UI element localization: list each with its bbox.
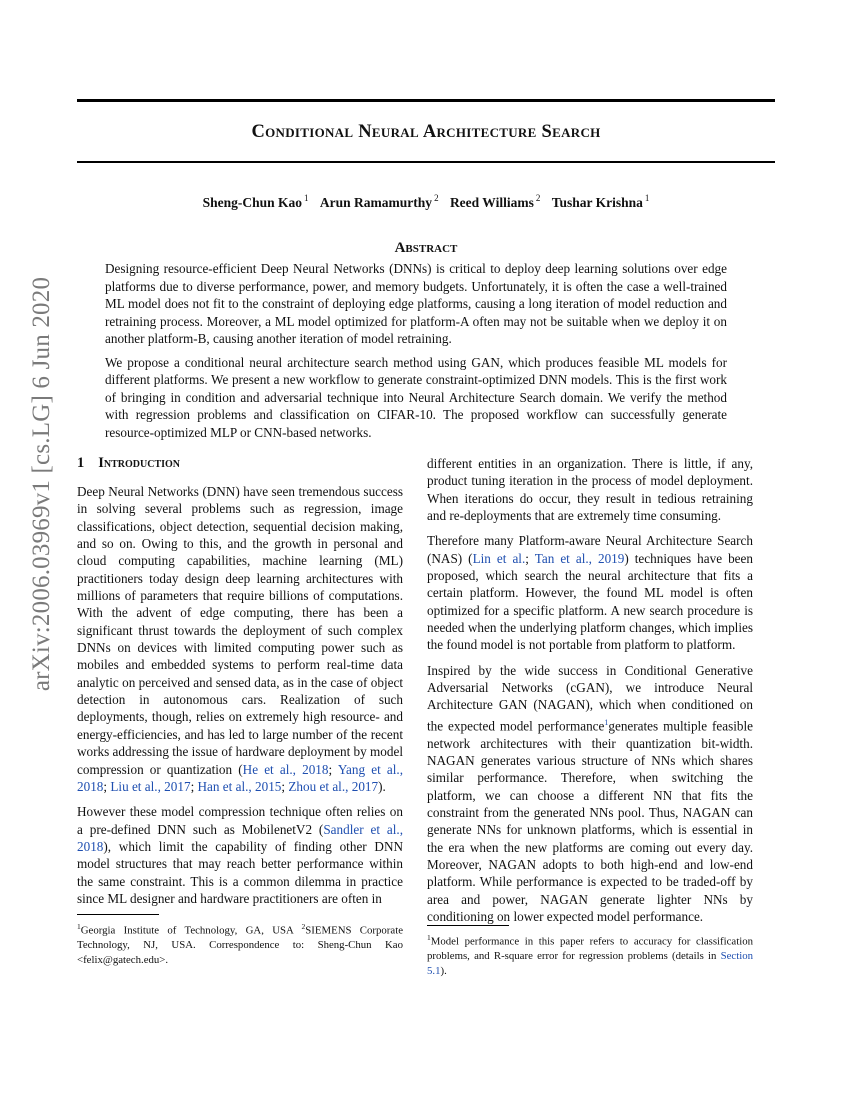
author <box>552 195 650 210</box>
author-affiliation: 2 <box>434 193 439 203</box>
right-column <box>427 455 753 933</box>
paragraph-text: generates multiple feasible network architectures with their quantization bit-width. NAGAN generates various structure of NNs which shares similar performance. Therefore, when switching the platform, we can choose a different NN that fits the constraint from the generated NNs pool. Thus, NAGAN can generate NNs for unknown platforms, which is essential in the era when the new platforms are coming out every day. Moreover, NAGAN adopts to both high-end and low-end platform. While performance is expected to be traded-off by area and power, NAGAN generate lighter NNs by conditioning on lower expected model performance. <box>427 718 753 924</box>
citation-link[interactable]: Zhou et al., 2017 <box>288 778 379 794</box>
author <box>320 195 439 210</box>
paragraph-text: Inspired by the wide success in Conditional Generative Adversarial Networks (cGAN), we introduce Neural Architecture GAN (NAGAN), which when conditioned on the expected model performance <box>427 662 753 734</box>
footnote-body: ). <box>440 964 447 977</box>
citation-link[interactable]: Lin et al. <box>472 550 526 566</box>
title-rule-top <box>77 99 775 102</box>
paragraph-text: However these model compression technique often relies on a pre-defined DNN such as MobilenetV2 ( <box>77 804 403 837</box>
model-performance-footnote <box>427 925 753 978</box>
footnote-body: Model performance in this paper refers to accuracy for classification problems, and R-square error for regression problems (details in <box>427 935 753 963</box>
author-list <box>77 193 775 211</box>
author-name: Sheng-Chun Kao <box>202 194 303 210</box>
footnote-rule <box>77 914 159 915</box>
title-rule-bottom <box>77 161 775 163</box>
body-paragraph: different entities in an organization. There is little, if any, product tuning iteration in the process of model deployment. When iterations do occur, they result in tedious retraining and re-deployments that are extremely time consuming. <box>427 456 753 524</box>
footnote-text <box>427 931 753 978</box>
author-affiliation: 1 <box>644 193 650 203</box>
author-name: Tushar Krishna <box>551 194 643 210</box>
section-title: Introduction <box>98 455 181 471</box>
arxiv-identifier[interactable]: arXiv:2006.03969v1 [cs.LG] 6 Jun 2020 <box>28 276 55 692</box>
section-number: 1 <box>77 455 85 471</box>
abstract-heading: Abstract <box>394 240 458 256</box>
footnote-text <box>77 920 403 967</box>
abstract <box>105 260 727 447</box>
author <box>203 195 309 210</box>
footnote-affiliation: Georgia Institute of Technology, GA, USA <box>80 924 302 937</box>
citation-link[interactable]: Han et al., 2015 <box>197 778 282 794</box>
paragraph-text: ) techniques have been proposed, which search the neural architecture that fits a certain platform. However, the found ML model is often optimized for a specific platform. A new search procedure is needed when the underlying platform changes, which implies the found model is not portable from platform to platform. <box>427 550 753 653</box>
footnote-mark: 1 <box>427 933 431 942</box>
body-paragraph: Deep Neural Networks (DNN) have seen tremendous success in solving several problems such as regression, image classifications, object detection, sequential decision making, and so on. Owing to this, and the growth in personal and cloud computing capabilities, machine learning (ML) practitioners today design deep learning architectures with millions of parameters that require billions of computations. With the advent of edge computing, there has been a significant thrust towards the deployment of such complex DNNs on devices with limited computing power such as mobiles and embedded systems to perform real-time data analytic on perceived and sensed data, as in the case of object detection in autonomous cars. Realization of such deployments, though, relies on extremely high resource- and energy-efficiencies, and has led to large number of the recent works addressing the issue of hardware deployment by model compression or quantization (He et al., 2018; Yang et al., 2018; Liu et al., 2017; Han et al., 2015; Zhou et al., 2017). <box>77 484 403 794</box>
affiliation-footnote <box>77 914 403 967</box>
left-column <box>77 454 403 915</box>
author-name: Reed Williams <box>449 194 534 210</box>
abstract-paragraph: Designing resource-efficient Deep Neural Networks (DNNs) is critical to deploy deep learning solutions over edge platforms due to diverse performance, power, and memory budgets. Unfortunately, it is often the case a well-trained ML model does not fit to the constraint of deploying edge platforms, causing a long iteration of model reduction and retraining process. Moreover, a ML model optimized for platform-A often may not be suitable when we deploy it on another platform-B, causing another iteration of model retraining. <box>105 261 727 346</box>
author-affiliation: 1 <box>304 193 309 203</box>
footnote-link[interactable]: 1 <box>604 717 609 727</box>
author-affiliation: 2 <box>535 193 541 203</box>
paragraph-text: ), which limit the capability of finding other DNN model structures that may reach better performance within the same constraint. This is a common dilemma in practice since ML designer and hardware practitioners are often in <box>77 838 403 906</box>
footnote-mark: 2 <box>301 922 306 931</box>
paragraph-text: Therefore many Platform-aware Neural Architecture Search (NAS) ( <box>427 533 753 566</box>
citation-link[interactable]: He et al., 2018 <box>242 761 329 777</box>
author-name: Arun Ramamurthy <box>319 194 433 210</box>
citation-link[interactable]: Liu et al., 2017 <box>110 778 191 794</box>
paragraph-text: Deep Neural Networks (DNN) have seen tremendous success in solving several problems such as regression, image classifications, object detection, sequential decision making, and so on. Owing to this, and the growth in personal and cloud computing capabilities, machine learning (ML) practitioners today design deep learning architectures with millions of parameters that require billions of computations. With the advent of edge computing, there has been a significant thrust towards the deployment of such complex DNNs on devices with limited computing power such as mobiles and embedded systems to perform real-time data analytic on perceived and sensed data, as in the case of object detection in autonomous cars. Realization of such deployments, though, relies on extremely high resource- and energy-efficiencies, and has led to large number of the recent works addressing the issue of hardware deployment by model compression or quantization ( <box>77 484 403 777</box>
footnote-mark: 1 <box>77 922 81 931</box>
body-paragraph <box>77 803 403 907</box>
section-link[interactable]: Section 5.1 <box>427 950 753 977</box>
body-paragraph <box>427 662 753 926</box>
paper-title: Conditional Neural Architecture Search <box>251 122 601 142</box>
author <box>450 195 540 210</box>
citation-link[interactable]: Sandler et al., 2018 <box>77 821 403 854</box>
footnote-rule <box>427 925 509 926</box>
citation-link[interactable]: Yang et al., 2018 <box>77 761 403 794</box>
body-paragraph: Therefore many Platform-aware Neural Architecture Search (NAS) (Lin et al.; Tan et al., 2019) techniques have been proposed, which search the neural architecture that fits a certain platform. However, the found ML model is often optimized for a specific platform. A new search procedure is needed when the underlying platform changes, which implies the found model is not portable from platform to platform. <box>427 533 753 653</box>
citation-link[interactable]: Tan et al., 2019 <box>534 550 625 566</box>
footnote-affiliation: SIEMENS Corporate Technology, NJ, USA. Correspondence to: Sheng-Chun Kao <felix@gatech.edu>. <box>77 924 403 966</box>
abstract-paragraph: We propose a conditional neural architecture search method using GAN, which produces feasible ML models for different platforms. We present a new workflow to generate constraint-optimized DNN models. This is the first work of bringing in condition and adversarial technique into Neural Architecture Search domain. We verify the method with regression problems and classification on CIFAR-10. The proposed workflow can successfully generate resource-optimized MLP or CNN-based networks. <box>105 354 727 440</box>
section-heading-introduction <box>77 454 403 472</box>
